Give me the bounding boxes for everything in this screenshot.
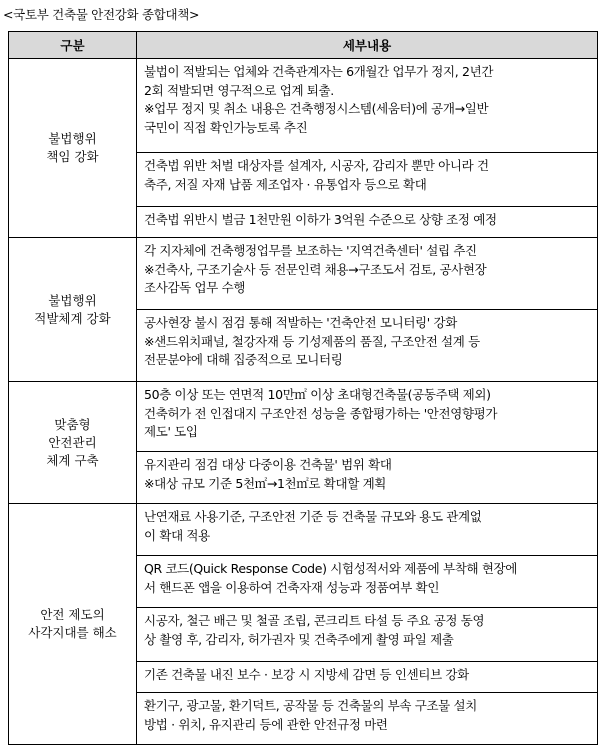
detail-line: 건축법 위반시 벌금 1천만원 이하가 3억원 수준으로 상향 조정 예정 xyxy=(144,212,497,227)
detail-cell xyxy=(137,153,598,207)
detail-line: 조사감독 업무 수행 xyxy=(144,280,246,295)
detail-line: 불법이 적발되는 업체와 건축관계자는 6개월간 업무가 정지, 2년간 xyxy=(144,64,494,79)
detail-line: ※업무 정지 및 취소 내용은 건축행정시스템(세움터)에 공개→일반 xyxy=(144,101,489,116)
detail-cell xyxy=(137,59,598,153)
header-details: 세부내용 xyxy=(137,32,598,59)
detail-line: 50층 이상 또는 연면적 10만㎡ 이상 초대형건축물(공동주택 제외) xyxy=(144,387,491,402)
detail-line: 국민이 직접 확인가능토록 추진 xyxy=(144,119,308,135)
detail-line: ※대상 규모 기준 5천㎡→1천㎡로 확대할 계획 xyxy=(144,475,387,491)
detail-line: ※샌드위치패널, 철강자재 등 기성제품의 품질, 구조안전 설계 등 xyxy=(144,333,480,349)
detail-line: 각 지자체에 건축행정업무를 보조하는 '지역건축센터' 설립 추진 xyxy=(144,243,477,258)
detail-line: 시공자, 철근 배근 및 철골 조립, 콘크리트 타설 등 주요 공정 동영 xyxy=(144,613,485,628)
detail-line: 축주, 저질 자재 납품 제조업자 · 유통업자 등으로 확대 xyxy=(144,176,427,192)
detail-line: 건축법 위반 처벌 대상자를 설계자, 시공자, 감리자 뿐만 아니라 건 xyxy=(144,158,489,173)
detail-cell xyxy=(137,207,598,238)
detail-cell xyxy=(137,556,598,608)
table-row xyxy=(9,382,598,452)
detail-line: 이 확대 적용 xyxy=(144,527,210,543)
detail-line: 제도' 도입 xyxy=(144,424,198,439)
category-line: 체계 구축 xyxy=(46,452,99,468)
detail-cell xyxy=(137,608,598,662)
category-cell xyxy=(9,382,137,504)
detail-cell xyxy=(137,310,598,382)
detail-line: ※건축사, 구조기술사 등 전문인력 채용→구조도서 검토, 공사현장 xyxy=(144,261,487,277)
detail-cell xyxy=(137,382,598,452)
category-cell xyxy=(9,238,137,382)
table-header-row xyxy=(9,32,598,59)
detail-line: 유지관리 점검 대상 다중이용 건축물' 범위 확대 xyxy=(144,457,392,472)
detail-cell xyxy=(137,693,598,745)
detail-line: 건축허가 전 인접대지 구조안전 성능을 종합평가하는 '안전영향평가 xyxy=(144,405,498,421)
table-row xyxy=(9,238,598,310)
category-line: 불법행위 xyxy=(48,131,97,146)
detail-line: QR 코드(Quick Response Code) 시험성적서와 제품에 부착해 현장에 xyxy=(144,561,517,576)
category-line: 적발체계 강화 xyxy=(34,310,111,326)
detail-line: 난연재료 사용기준, 구조안전 기준 등 건축물 규모와 용도 관계없 xyxy=(144,509,482,524)
category-line: 맞춤형 xyxy=(54,416,91,432)
detail-line: 방법 · 위치, 유지관리 등에 관한 안전규정 마련 xyxy=(144,716,388,732)
category-line: 사각지대를 해소 xyxy=(28,625,117,640)
detail-cell xyxy=(137,238,598,310)
detail-cell xyxy=(137,452,598,504)
category-cell xyxy=(9,59,137,238)
table-row xyxy=(9,504,598,556)
detail-line: 기존 건축물 내진 보수 · 보강 시 지방세 감면 등 인센티브 강화 xyxy=(144,667,469,682)
category-line: 안전 제도의 xyxy=(40,607,105,622)
detail-line: 서 핸드폰 앱을 이용하여 건축자재 성능과 정품여부 확인 xyxy=(144,579,440,595)
detail-line: 상 촬영 후, 감리자, 허가권자 및 건축주에게 촬영 파일 제출 xyxy=(144,631,454,647)
category-cell xyxy=(9,504,137,745)
header-category: 구분 xyxy=(9,32,137,59)
document-caption: <국토부 건축물 안전강화 종합대책> xyxy=(3,7,200,22)
policy-table xyxy=(8,31,598,745)
detail-line: 환기구, 광고물, 환기덕트, 공작물 등 건축물의 부속 구조물 설치 xyxy=(144,698,477,713)
table-row xyxy=(9,59,598,153)
detail-cell xyxy=(137,662,598,693)
category-line: 안전관리 xyxy=(48,434,97,450)
detail-line: 전문분야에 대해 집중적으로 모니터링 xyxy=(144,352,343,367)
category-line: 불법행위 xyxy=(48,292,97,308)
detail-line: 2회 적발되면 영구적으로 업계 퇴출. xyxy=(144,82,334,98)
detail-cell xyxy=(137,504,598,556)
category-line: 책임 강화 xyxy=(46,149,99,164)
detail-line: 공사현장 불시 점검 통해 적발하는 '건축안전 모니터링' 강화 xyxy=(144,315,457,330)
